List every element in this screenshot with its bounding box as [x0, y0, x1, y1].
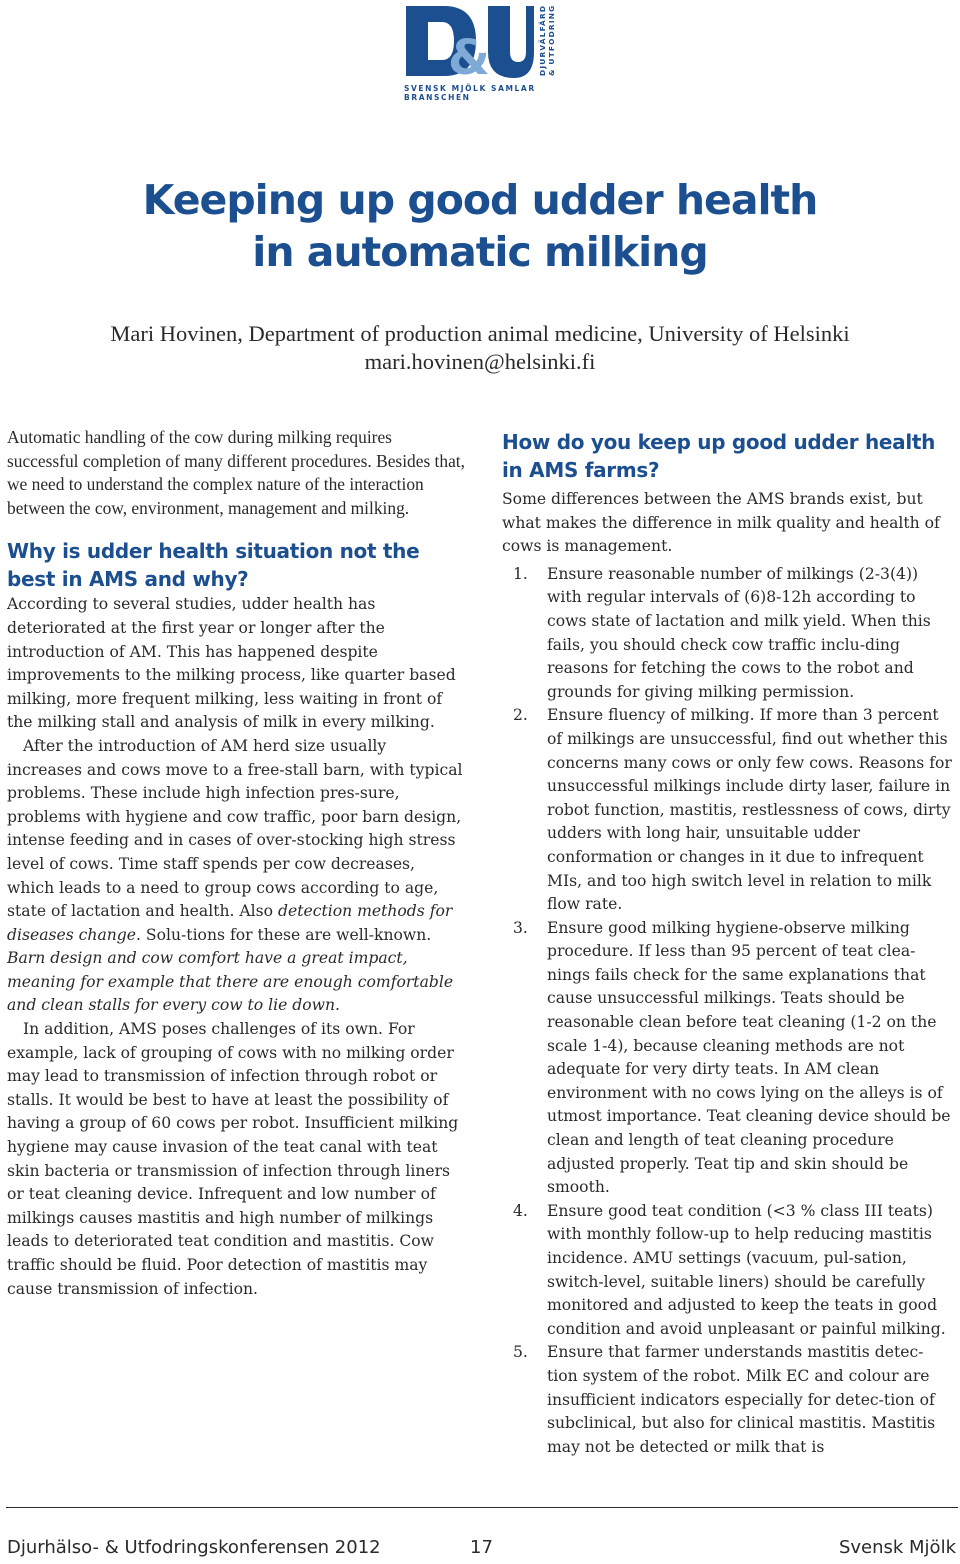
logo-side-line2: & UTFODRING — [547, 4, 556, 76]
footer-divider — [6, 1507, 958, 1508]
paragraph-1: According to several studies, udder health has deteriorated at the first year or longer after the introduction of AM. This has happened despite improvements to the milking process, like quarter based milking, more frequent milking, less waiting in front of the milking stall and analysis of milk in every milking. — [7, 595, 456, 732]
list-item — [502, 1200, 954, 1342]
section-heading-how: How do you keep up good udder health in AMS farms? — [502, 430, 936, 482]
title-line-1: Keeping up good udder health — [142, 176, 818, 224]
paragraph-2 — [7, 735, 465, 1018]
right-column — [502, 426, 954, 1459]
logo-du-mark — [404, 2, 534, 80]
author-block — [0, 320, 960, 376]
page-title — [0, 174, 960, 278]
author-affiliation: Mari Hovinen, Department of production animal medicine, University of Helsinki — [110, 321, 850, 346]
page-number: 17 — [470, 1537, 493, 1558]
right-lead-paragraph: Some differences between the AMS brands exist, but what makes the difference in milk quality and health of cows is management. — [502, 490, 940, 556]
list-item-text: Ensure good teat condition (<3 % class III teats) with monthly follow-up to help reducing mastitis incidence. AMU settings (vacuum, pul-sation, switch-level, suitable liners) should be carefully monitored and adjusted to keep the teats in good condition and avoid unpleasant or painful milking. — [547, 1201, 946, 1338]
logo-tagline: SVENSK MJÖLK SAMLAR BRANSCHEN — [404, 84, 536, 102]
paragraph-2-emphasis-2: Barn design and cow comfort have a great impact, meaning for example that there are enough comfortable and clean stalls for every cow to lie down. — [7, 949, 454, 1015]
logo — [404, 2, 560, 94]
list-item — [502, 917, 954, 1200]
list-item-number: 4. — [513, 1201, 528, 1220]
paragraph-3: In addition, AMS poses challenges of its own. For example, lack of grouping of cows with no milking order may lead to transmission of infection through robot or stalls. It would be best to have at least the possibility of having a group of 60 cows per robot. Insufficient milking hygiene may cause invasion of the teat canal with teat skin bacteria or transmission of infection through liners or teat cleaning device. Infrequent and low number of milkings causes mastitis and high number of milkings leads to deteriorated teat condition and mastitis. Cow traffic should be fluid. Poor detection of mastitis may cause transmission of infection. — [7, 1020, 459, 1298]
list-item-text: Ensure fluency of milking. If more than 3 percent of milkings are unsuccessful, find out whether this concerns many cows or only few cows. Reasons for unsuccessful milkings include dirty laser, failure in robot function, mastitis, restlessness of cows, dirty udders with long hair, unsuitable udder conformation or changes in it due to infrequent MIs, and too high switch level in relation to milk flow rate. — [547, 706, 952, 914]
title-line-2: in automatic milking — [252, 228, 708, 276]
list-item-number: 3. — [513, 918, 528, 937]
list-item-number: 5. — [513, 1343, 528, 1362]
footer-conference: Djurhälso- & Utfodringskonferensen 2012 — [7, 1537, 381, 1558]
section-heading-why: Why is udder health situation not the best in AMS and why? — [7, 539, 420, 592]
left-column — [7, 426, 465, 1301]
author-email: mari.hovinen@helsinki.fi — [364, 349, 596, 374]
list-item-number: 1. — [513, 564, 528, 583]
intro-paragraph: Automatic handling of the cow during milking requires successful completion of many different procedures. Besides that, we need to understand the complex nature of the interaction between the cow, environment, management and milking. — [7, 427, 465, 518]
logo-ampersand: & — [448, 30, 490, 80]
footer-publisher: Svensk Mjölk — [838, 1537, 956, 1558]
advice-list — [502, 563, 954, 1460]
list-item-text: Ensure reasonable number of milkings (2-3(4)) with regular intervals of (6)8-12h according to cows state of lactation and milk yield. When this fails, you should check cow traffic inclu-ding reasons for fetching the cows to the robot and grounds for giving milking permission. — [547, 564, 931, 701]
list-item — [502, 704, 954, 916]
paragraph-2-part-a: After the introduction of AM herd size usually increases and cows move to a free-stall barn, with typical problems. These include high infection pres-sure, problems with hygiene and cow traffic, poor barn design, intense feeding and in cases of over-stocking high stress level of cows. Time staff spends per cow decreases, which leads to a need to group cows according to age, state of lactation and health. Also — [7, 736, 463, 921]
list-item-text: Ensure good milking hygiene-observe milking procedure. If less than 95 percent of teat clea-nings fails check for the same explanations that cause unsuccessful milkings. Teats should be reasonable clean before teat cleaning (1-2 on the scale 1-4), because cleaning methods are not adequate for very dirty teats. In AM clean environment with no cows lying on the alleys is of utmost importance. Teat cleaning device should be clean and length of teat cleaning procedure adjusted properly. Teat tip and skin should be smooth. — [547, 918, 951, 1197]
logo-side-text — [537, 4, 557, 78]
paragraph-2-part-b: . Solu-tions for these are well-known. — [136, 925, 432, 944]
list-item — [502, 1341, 954, 1459]
paragraph-2-emphasis-1: detection methods for diseases change — [7, 902, 453, 944]
list-item — [502, 563, 954, 705]
list-item-number: 2. — [513, 706, 528, 725]
list-item-text: Ensure that farmer understands mastitis detec-tion system of the robot. Milk EC and colour are insufficient indicators especially for detec-tion of subclinical, but also for clinical mastitis. Mastitis may not be detected or milk that is — [547, 1343, 936, 1456]
logo-side-line1: DJURVÄLFÄRD — [538, 4, 547, 76]
